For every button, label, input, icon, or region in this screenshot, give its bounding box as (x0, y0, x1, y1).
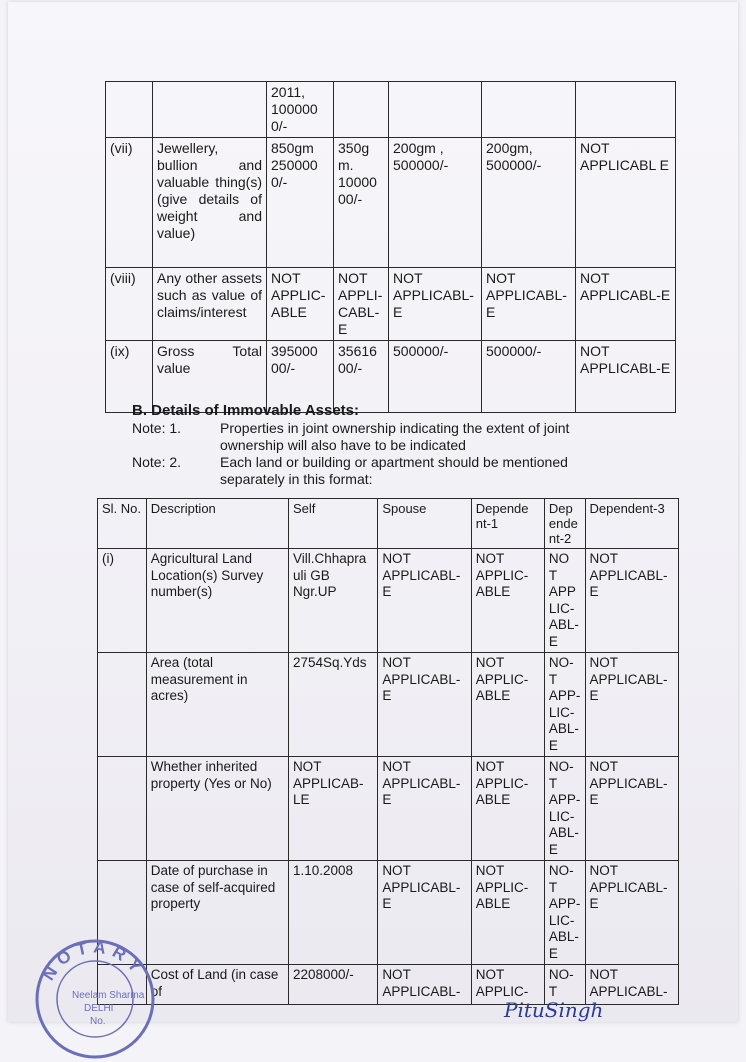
note-1-text: Properties in joint ownership indicating the extent of joint ownership will also have to be indicated (220, 420, 570, 453)
note-1-label: Note: 1. (132, 420, 182, 436)
table-cell-dep1: NOT APPLIC-ABLE (471, 653, 544, 757)
table-cell-self: NOT APPLICAB-LE (288, 757, 377, 861)
table-cell-dep3 (576, 82, 676, 138)
table-row (106, 138, 676, 268)
table-cell-dep1: NOT APPLIC-ABLE (471, 757, 544, 861)
table-cell-dep2: NO-T APP-LIC-ABL-E (544, 757, 585, 861)
table-cell-desc: Gross Total value (153, 341, 267, 413)
table-cell-desc: Cost of Land (in case of (146, 965, 288, 1005)
table-cell-self: Vill.Chhapra uli GB Ngr.UP (288, 549, 377, 653)
stamp-top-text: NOTARY (38, 937, 149, 984)
table-cell-self: 2208000/- (288, 965, 377, 1005)
table-cell-spouse: NOT APPLICABL-E (378, 861, 471, 965)
table-cell-no (106, 82, 153, 138)
immovable-assets-table (97, 498, 679, 1005)
table-cell-spouse: NOT APPLICABL-E (378, 549, 471, 653)
stamp-city: DELHI (84, 1003, 114, 1014)
table-cell-spouse: NOT APPLICABL-E (378, 757, 471, 861)
table-cell-spouse: 35616 00/- (334, 341, 389, 413)
table-cell-dep1: 500000/- (389, 341, 482, 413)
table-cell-dep2: 200gm, 500000/- (482, 138, 576, 268)
signature: PituSingh (504, 998, 604, 1022)
table-cell-dep3: NOT APPLICABL-E (585, 549, 679, 653)
table-cell-dep3: NOT APPLICABL E (576, 138, 676, 268)
table-row (106, 82, 676, 138)
table-cell-dep3: NOT APPLICABL-E (585, 653, 679, 757)
table-cell-desc (153, 82, 267, 138)
header-cell: Sl. No. (98, 499, 147, 549)
header-cell: Spouse (378, 499, 471, 549)
table-cell-dep2: NO-T APP-LIC-ABL-E (544, 653, 585, 757)
table-cell-dep2: NO-T (544, 965, 585, 1005)
table-cell-desc: Any other assets such as value of claims/interest (153, 268, 267, 341)
header-cell: Dep ende nt-2 (544, 499, 585, 549)
immovable-assets-heading: B. Details of Immovable Assets: (132, 402, 360, 419)
table-cell-spouse (334, 82, 389, 138)
table-cell-desc: Jewellery, bullion and valuable thing(s) (give details of weight and value) (153, 138, 267, 268)
table-cell-dep3: NOT APPLICABL-E (585, 757, 679, 861)
table-cell-dep3: NOT APPLICABL-E (576, 341, 676, 413)
table-cell-no: (viii) (106, 268, 153, 341)
table-cell-dep3: NOT APPLICABL-E (576, 268, 676, 341)
table-row (106, 268, 676, 341)
table-row (98, 549, 679, 653)
table-cell-dep1: NOT APPLIC- (471, 965, 544, 1005)
table-cell-spouse: NOT APPLI-CABL-E (334, 268, 389, 341)
table-cell-self: NOT APPLIC-ABLE (267, 268, 334, 341)
table-cell-desc: Whether inherited property (Yes or No) (146, 757, 288, 861)
table-cell-self: 1.10.2008 (288, 861, 377, 965)
table-cell-no (98, 757, 147, 861)
table-header-row (98, 499, 679, 549)
table-cell-self: 850gm 250000 0/- (267, 138, 334, 268)
table-cell-self: 2754Sq.Yds (288, 653, 377, 757)
table-row (98, 861, 679, 965)
table-cell-dep1: NOT APPLIC-ABLE (471, 861, 544, 965)
table-cell-dep1: 200gm , 500000/- (389, 138, 482, 268)
table-row (98, 653, 679, 757)
table-cell-dep2: NOT APPLICABL-E (482, 268, 576, 341)
table-cell-desc: Agricultural Land Location(s) Survey number(s) (146, 549, 288, 653)
table-cell-self: 395000 00/- (267, 341, 334, 413)
table-cell-self: 2011, 100000 0/- (267, 82, 334, 138)
table-cell-dep2: NO T APP LIC-ABL-E (544, 549, 585, 653)
document-page (8, 2, 738, 1027)
stamp-name: Neelam Sharma (72, 990, 145, 1001)
table-cell-dep3: NOT APPLICABL-E (585, 861, 679, 965)
header-cell: Dependent-3 (585, 499, 679, 549)
table-cell-desc: Date of purchase in case of self-acquired property (146, 861, 288, 965)
notary-stamp (32, 936, 158, 1062)
stamp-reg: No. (90, 1016, 106, 1027)
table-cell-dep2 (482, 82, 576, 138)
table-cell-no (98, 653, 147, 757)
table-cell-spouse: 350g m. 10000 00/- (334, 138, 389, 268)
table-cell-no: (ix) (106, 341, 153, 413)
table-cell-dep3: NOT APPLICABL- (585, 965, 679, 1005)
table-cell-spouse: NOT APPLICABL- (378, 965, 471, 1005)
table-cell-no: (i) (98, 549, 147, 653)
header-cell: Self (288, 499, 377, 549)
table-cell-dep1: NOT APPLICABL-E (389, 268, 482, 341)
movable-assets-table (105, 81, 676, 413)
header-cell: Description (146, 499, 288, 549)
table-cell-dep1: NOT APPLIC-ABLE (471, 549, 544, 653)
table-cell-desc: Area (total measurement in acres) (146, 653, 288, 757)
table-cell-dep1 (389, 82, 482, 138)
table-cell-no: (vii) (106, 138, 153, 268)
table-cell-spouse: NOT APPLICABL-E (378, 653, 471, 757)
table-row (98, 757, 679, 861)
note-2-label: Note: 2. (132, 454, 182, 470)
table-cell-dep2: 500000/- (482, 341, 576, 413)
table-cell-dep2: NO-T APP-LIC-ABL-E (544, 861, 585, 965)
note-2-text: Each land or building or apartment should be mentioned separately in this format: (220, 454, 568, 487)
header-cell: Depende nt-1 (471, 499, 544, 549)
